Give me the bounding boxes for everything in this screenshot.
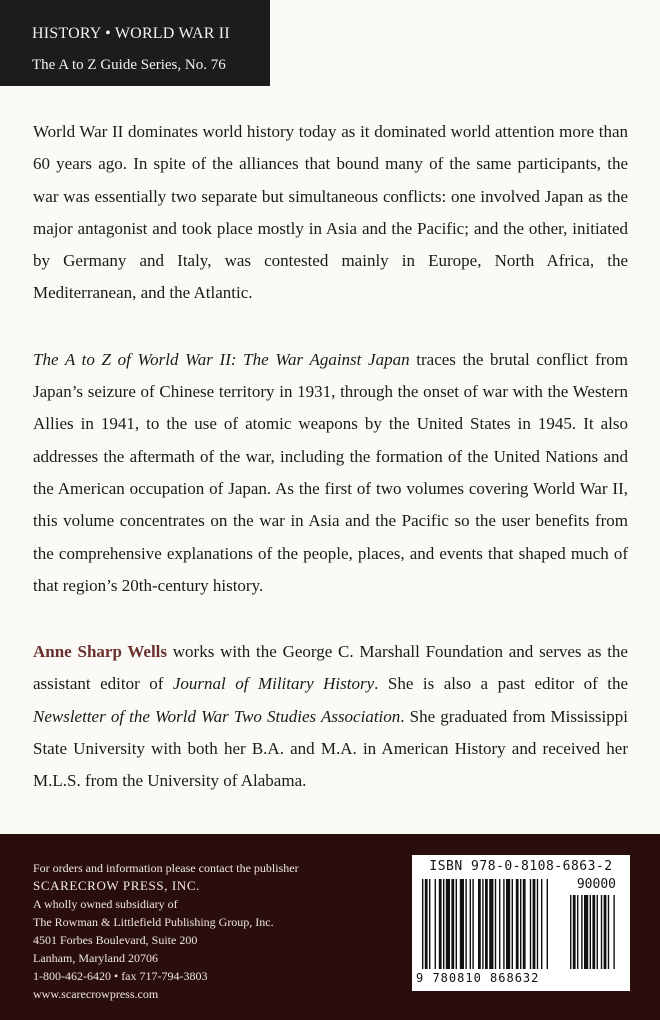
barcode-bar <box>446 879 450 969</box>
barcode-bar <box>485 879 488 969</box>
barcode-bar <box>523 879 526 969</box>
addon-bar <box>601 895 602 969</box>
addon-bar <box>613 895 614 969</box>
addon-bar <box>584 895 588 969</box>
barcode-bar <box>499 879 500 969</box>
description-paragraph-2-text: traces the brutal conflict from Japan’s seizure of Chinese territory in 1931, through the onset of war with the Western Allies in 1941, to the use of atomic weapons by the United States in 1945. It also addresses the aftermath of the war, including the formation of the United Nations and the American occupation of Japan. As the first of two volumes covering World War II, this volume concentrates on the war in Asia and the Pacific so the user benefits from the comprehensive explanations of the people, places, and events that shaped much of that region’s 20th-century history. <box>33 349 628 595</box>
book-title: The A to Z of World War II: The War Against Japan <box>33 349 410 369</box>
author-bio <box>33 636 628 797</box>
addon-bar <box>581 895 582 969</box>
author-bio-text-3: . She graduated from Mississippi State University with both her B.A. and M.A. in American History and received her M.L.S. from the University of Alabama. <box>33 706 628 791</box>
addon-bar <box>577 895 578 969</box>
description-paragraph-2 <box>33 344 628 602</box>
barcode-bar <box>533 879 536 969</box>
publisher-name: SCARECROW PRESS, INC. <box>33 878 200 893</box>
barcode-bar <box>489 879 493 969</box>
barcode-bar <box>425 879 428 969</box>
newsletter-title: Newsletter of the World War Two Studies Association <box>33 706 401 726</box>
barcode-bar <box>435 879 436 969</box>
subsidiary-line-2: The Rowman & Littlefield Publishing Group, Inc. <box>33 915 274 929</box>
addon-bar <box>592 895 595 969</box>
website-link: www.scarecrowpress.com <box>33 987 159 1001</box>
barcode-bar <box>460 879 464 969</box>
addon-bar <box>573 895 576 969</box>
address-line-2: Lanham, Maryland 20706 <box>33 951 158 965</box>
barcode-bar <box>456 879 457 969</box>
barcode-bar <box>541 879 542 969</box>
barcode-bar <box>472 879 473 969</box>
barcode-bar <box>443 879 444 969</box>
barcode-bar <box>439 879 442 969</box>
addon-bar <box>608 895 609 969</box>
author-name: Anne Sharp Wells <box>33 642 168 662</box>
barcode-bar <box>470 879 471 969</box>
barcode-bar <box>478 879 481 969</box>
cover-text <box>33 116 628 798</box>
author-bio-text-2: . She is also a past editor of the <box>374 674 628 694</box>
addon-bar <box>597 895 598 969</box>
addon-bar <box>570 895 571 969</box>
addon-code: 90000 <box>576 877 616 892</box>
barcode-bar <box>503 879 504 969</box>
barcode-bar <box>429 879 430 969</box>
isbn-number: ISBN 978-0-8108-6863-2 <box>429 859 613 874</box>
series-header <box>0 0 270 86</box>
contact-intro: For orders and information please contact the publisher <box>33 861 299 875</box>
barcode-bar <box>451 879 454 969</box>
addon-bar <box>590 895 591 969</box>
barcode-graphic <box>420 879 624 971</box>
barcode-bars <box>420 879 624 971</box>
series-label: The A to Z Guide Series, No. 76 <box>32 57 226 73</box>
barcode-digits: 9 780810 868632 <box>416 971 540 985</box>
barcode-bar <box>516 879 519 969</box>
barcode-bar <box>422 879 423 969</box>
barcode-bar <box>530 879 531 969</box>
phone-fax: 1-800-462-6420 • fax 717-794-3803 <box>33 969 208 983</box>
barcode-bar <box>482 879 483 969</box>
barcode-bar <box>520 879 521 969</box>
publisher-contact <box>33 859 299 1003</box>
addon-bar <box>604 895 607 969</box>
address-line-1: 4501 Forbes Boulevard, Suite 200 <box>33 933 198 947</box>
isbn-barcode <box>412 855 630 991</box>
category-label: HISTORY • WORLD WAR II <box>32 25 230 42</box>
journal-title: Journal of Military History <box>172 674 375 694</box>
barcode-bar <box>512 879 513 969</box>
description-paragraph-1: World War II dominates world history today as it dominated world attention more than 60 years ago. In spite of the alliances that bound many of the same participants, the war was essentially two separate but simultaneous conflicts: one involved Japan as the major antagonist and took place mostly in Asia and the Pacific; and the other, initiated by Germany and Italy, was contested mainly in Europe, North Africa, the Mediterranean, and the Atlantic. <box>33 122 628 303</box>
barcode-bar <box>506 879 510 969</box>
subsidiary-line-1: A wholly owned subsidiary of <box>33 897 178 911</box>
barcode-bar <box>537 879 538 969</box>
barcode-bar <box>495 879 496 969</box>
author-bio-text-1: works with the George C. Marshall Foundation and serves as the assistant editor of <box>33 642 628 694</box>
barcode-bar <box>547 879 548 969</box>
barcode-bar <box>465 879 466 969</box>
